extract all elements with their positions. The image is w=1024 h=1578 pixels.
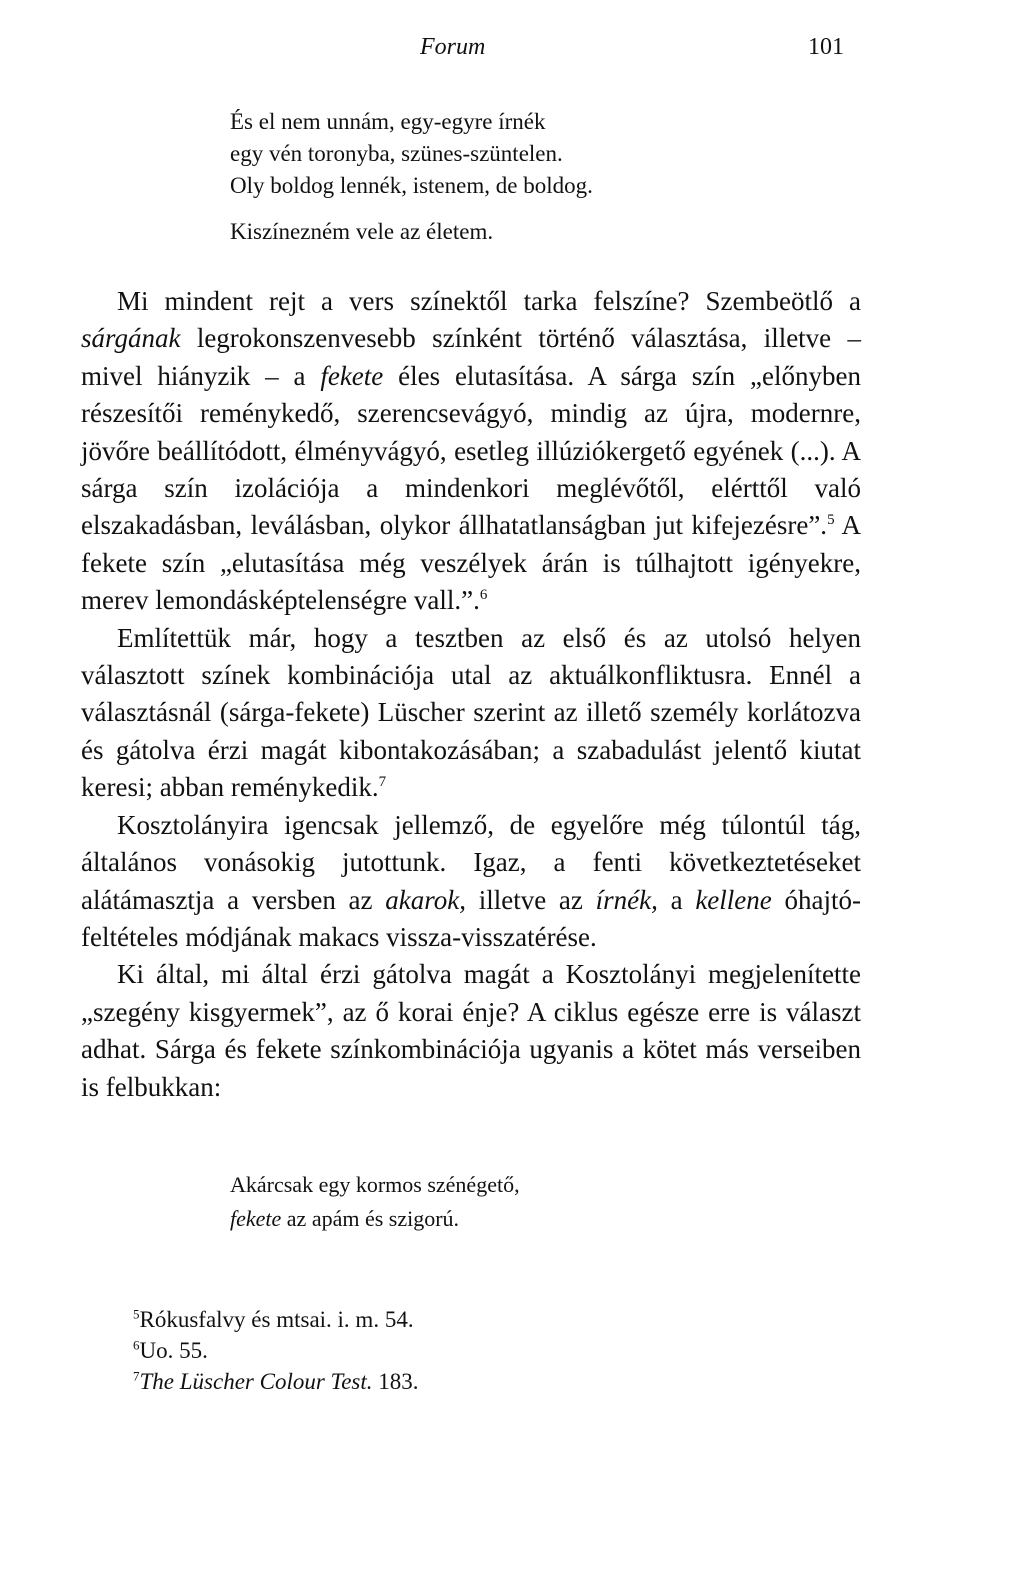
verse-line: [230, 1202, 520, 1236]
emphasis-fekete: fekete: [230, 1206, 282, 1231]
footnote-ref-5: 5: [827, 512, 835, 529]
verse-line: Akárcsak egy kormos szénégető,: [230, 1172, 520, 1197]
paragraph-1: [81, 283, 861, 620]
emphasis-fekete: fekete: [320, 360, 384, 391]
body-text: [81, 283, 861, 1106]
paragraph-2: [81, 620, 861, 807]
paragraph-4: Ki által, mi által érzi gátolva magát a Kosztolányi megjelenítette „szegény kisgyermek”, az ő korai énje? A ciklus egésze erre is választ adhat. Sárga és fekete színkombinációja ugyanis a kötet más verseiben is felbukkan:: [81, 959, 861, 1102]
footnote-number: 7: [133, 1368, 140, 1384]
footnote-text: Uo. 55.: [139, 1338, 208, 1363]
verse-quote-1: [230, 106, 593, 248]
footnote-number: 6: [133, 1337, 140, 1353]
emphasis-kellene: kellene: [695, 884, 772, 915]
text-run: Említettük már, hogy a tesztben az első és az utolsó helyen választott színek kombinációja utal az aktuálkonfliktusra. Ennél a választásnál (sárga-fekete) Lüscher szerint az illető személy korlátozva és gátolva érzi magát kibontakozásában; a szabadulást jelentő kiutat keresi; abban reménykedik.: [81, 622, 861, 803]
footnote-7: [133, 1366, 419, 1397]
text-run: óhajtó-feltételes módjának makacs vissza-visszatérése.: [81, 884, 861, 952]
page-number: 101: [808, 34, 844, 60]
emphasis-akarok: akarok,: [385, 884, 466, 915]
footnote-number: 5: [133, 1306, 140, 1322]
footnote-ref-6: 6: [479, 587, 488, 604]
footnote-title: The Lüscher Colour Test.: [139, 1369, 373, 1394]
footnote-text: Rókusfalvy és mtsai. i. m. 54.: [139, 1307, 414, 1332]
text-run: legrokonszenvesebb színként történő választása, illetve – mivel hiányzik – a: [81, 323, 861, 391]
verse-line: egy vén toronyba, szünes-szüntelen.: [230, 141, 563, 166]
emphasis-irnek: írnék,: [595, 884, 658, 915]
verse-line: Oly boldog lennék, istenem, de boldog.: [230, 173, 593, 198]
text-run: Kosztolányira igencsak jellemző, de egyelőre még túlontúl tág, általános vonásokig jutottunk. Igaz, a fenti következtetéseket alátámasztja a versben az: [81, 809, 861, 915]
verse-line: És el nem unnám, egy-egyre írnék: [230, 109, 546, 134]
footnote-text: 183.: [372, 1369, 419, 1394]
footnote-ref-7: 7: [378, 774, 387, 791]
verse-quote-2: [230, 1168, 520, 1236]
text-run: A fekete szín „elutasítása még veszélyek árán is túlhajtott igényekre, merev lemondásképtelenségre vall.”.: [81, 510, 861, 616]
paragraph-3: [81, 807, 861, 957]
text-run: a: [657, 884, 696, 915]
verse-line: Kiszínezném vele az életem.: [230, 219, 494, 244]
footnote-6: [133, 1335, 419, 1366]
text-run: éles elutasítása. A sárga szín „előnyben részesítői reménykedő, szerencsevágyó, mindig az újra, modernre, jövőre beállítódott, élményvágyó, esetleg illúziókergető egyének (...). A sárga szín izolációja a mindenkori meglévőtől, elérttől való elszakadásban, leválásban, olykor állhatatlanságban jut kifejezésre”.: [81, 360, 861, 541]
footnotes: [133, 1304, 419, 1397]
text-run: az apám és szigorú.: [281, 1206, 460, 1231]
footnote-5: [133, 1304, 419, 1335]
text-run: Mi mindent rejt a vers színektől tarka felszíne? Szembeötlő a: [117, 286, 861, 316]
emphasis-sargának: sárgának: [81, 323, 181, 354]
text-run: illetve az: [466, 884, 596, 915]
running-header-title: Forum: [420, 34, 486, 60]
